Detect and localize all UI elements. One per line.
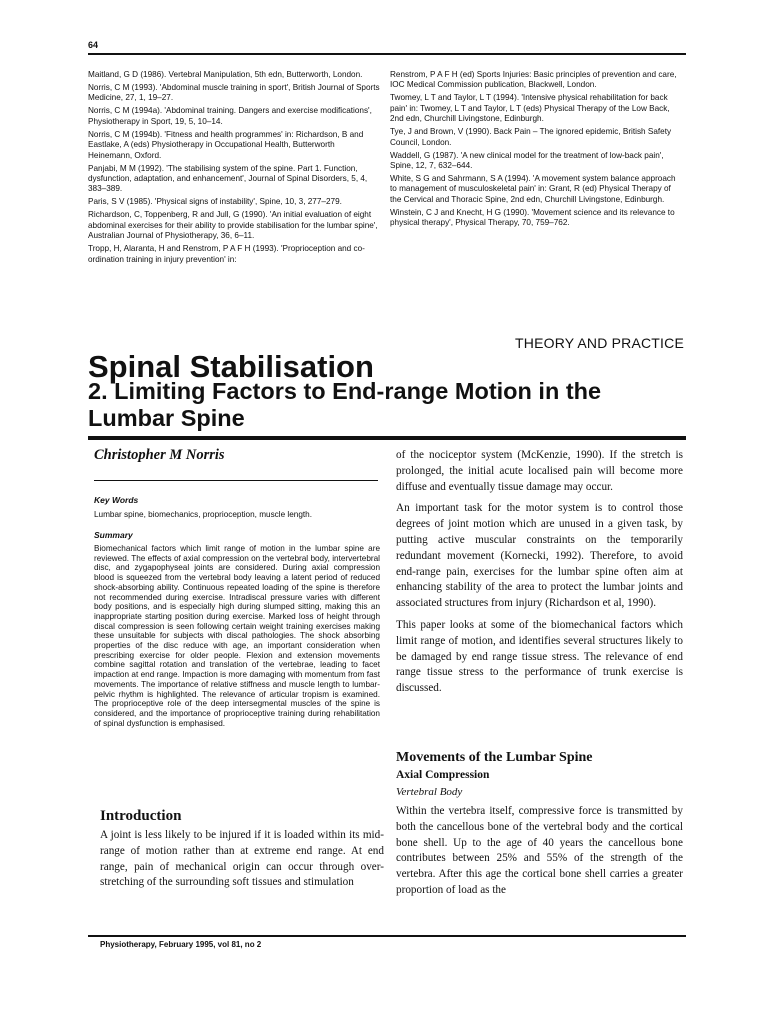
article-title: Spinal Stabilisation — [88, 349, 374, 384]
body-paragraph: An important task for the motor system is to control those degrees of joint motion which are unused in a given task, by putting active muscular constraints on the temporarily redundant movement (Kornecki, 1992). Therefore, to avoid end-range pain, exercises for the lumbar spine often aim at enhancing stability of the area to protect the lumbar joints and associated structures from injury (Richardson et al, 1990). — [396, 502, 683, 610]
reference-item: Norris, C M (1994b). 'Fitness and health programmes' in: Richardson, B and Eastlake, A (eds) Physiotherapy in Occupational Health, Butterworth Heinemann, Oxford. — [88, 129, 364, 160]
top-rule — [88, 53, 686, 55]
references-left-column — [88, 70, 380, 268]
references-right-column — [390, 70, 684, 231]
page-number: 64 — [88, 40, 99, 50]
author-rule — [94, 480, 378, 481]
reference-item: Paris, S V (1985). 'Physical signs of instability', Spine, 10, 3, 277–279. — [88, 197, 342, 207]
section-label: THEORY AND PRACTICE — [515, 335, 684, 351]
author-name: Christopher M Norris — [94, 447, 225, 463]
body-paragraph: This paper looks at some of the biomechanical factors which limit range of motion, and identifies several structures likely to be damaged by end range tissue stress. The relevance of end range tissue stress to the performance of trunk exercise is discussed. — [396, 618, 683, 695]
introduction-heading: Introduction — [100, 808, 182, 824]
bottom-rule — [88, 935, 686, 937]
reference-item: Richardson, C, Toppenberg, R and Jull, G (1990). 'An initial evaluation of eight abdominal exercises for their ability to provide stabilisation for the lumbar spine', Australian Journal of Physiotherapy, 36, 6–11. — [88, 210, 378, 241]
body-right-column — [396, 448, 683, 703]
body-paragraph: of the nociceptor system (McKenzie, 1990). If the stretch is prolonged, the initial acute localised pain will become more diffuse and eventually tissue damage may occur. — [396, 449, 683, 493]
journal-footer: Physiotherapy, February 1995, vol 81, no 2 — [100, 940, 262, 949]
reference-item: Panjabi, M M (1992). 'The stabilising system of the spine. Part 1. Function, dysfunction, adaptation, and enhancement', Journal of Spinal Disorders, 5, 4, 383–389. — [88, 163, 368, 194]
summary-text: Biomechanical factors which limit range of motion in the lumbar spine are reviewed. The effects of axial compression on the vertebral body, intervertebral disc, and zygapophyseal joints are considered. During axial compression blood is squeezed from the vertebral body leaving a latent period of reduced shock-absorbing ability. Continuous repeated loading of the spine is therefore not recommended during exercise. Intradiscal pressure varies with different body positions, and is especially high during slumped sitting, making this an inappropriate starting position during exercise. Marked loss of height through discal compression is seen following certain weight training exercises making these unsuitable for subjects with discal pathologies. The shock absorbing properties of the disc reduce with age, an important consideration when prescribing exercise for older people. Flexion and extension movements combine sagittal rotation and translation of the vertebrae, leading to facet impaction at end range. Impaction is more damaging with momentum from fast movements. The importance of relative stiffness and muscle length to lumbar-pelvic rhythm is highlighted. The relevance of articular tropism is examined. The proprioceptive role of the deep intersegmental muscles of the spine is considered, and the importance of proprioceptive training during rehabilitation of spinal dysfunction is emphasised. — [94, 544, 380, 728]
vertebral-body-heading: Vertebral Body — [396, 786, 463, 798]
keywords-text: Lumbar spine, biomechanics, proprioception, muscle length. — [94, 510, 312, 519]
movements-heading: Movements of the Lumbar Spine — [396, 750, 593, 765]
reference-item: Maitland, G D (1986). Vertebral Manipulation, 5th edn, Butterworth, London. — [88, 70, 363, 79]
reference-item: Norris, C M (1994a). 'Abdominal training. Dangers and exercise modifications', Physiotherapy in Sport, 19, 5, 10–14. — [88, 106, 372, 126]
summary-heading: Summary — [94, 530, 133, 540]
reference-item: White, S G and Sahrmann, S A (1994). 'A movement system balance approach to management of musculoskeletal pain' in: Grant, R (ed) Physical Therapy of the Cervical and Thoracic Spine, 2nd edn, Churchill Livingstone, Edinburgh. — [390, 174, 676, 204]
article-subtitle: 2. Limiting Factors to End-range Motion in the Lumbar Spine — [88, 378, 602, 431]
reference-item: Twomey, L T and Taylor, L T (1994). 'Intensive physical rehabilitation for back pain' in: Twomey, L T and Taylor, L T (eds) Physical Therapy of the Low Back, 2nd edn, Churchill Livingstone, Edinburgh. — [390, 93, 670, 124]
reference-item: Winstein, C J and Knecht, H G (1990). 'Movement science and its relevance to physical therapy', Physical Therapy, 70, 759–762. — [390, 207, 675, 228]
reference-item: Norris, C M (1993). 'Abdominal muscle training in sport', British Journal of Sports Medicine, 27, 1, 19–27. — [88, 83, 380, 103]
keywords-heading: Key Words — [94, 495, 139, 505]
reference-item: Tye, J and Brown, V (1990). Back Pain – The ignored epidemic, British Safety Council, London. — [390, 127, 672, 147]
reference-item: Renstrom, P A F H (ed) Sports Injuries: Basic principles of prevention and care, IOC Medical Commission publication, Blackwell, London. — [390, 70, 677, 90]
title-rule — [88, 436, 686, 440]
reference-item: Tropp, H, Alaranta, H and Renstrom, P A F H (1993). 'Proprioception and co-ordination training in injury prevention' in: — [88, 244, 365, 264]
axial-compression-heading: Axial Compression — [396, 769, 490, 781]
reference-item: Waddell, G (1987). 'A new clinical model for the treatment of low-back pain', Spine, 12, 7, 632–644. — [390, 150, 664, 171]
introduction-text: A joint is less likely to be injured if it is loaded within its mid-range of motion rather than at extreme end range. At end range, pain of mechanical origin can occur through over-stretching of the surrounding soft tissues and stimulation — [100, 829, 384, 889]
vertebral-body-text: Within the vertebra itself, compressive force is transmitted by both the cancellous bone of the vertebral body and the cortical bone shell. Up to the age of 40 years the cancellous bone contributes between 25% and 55% of the strength of the vertebra. After this age the cortical bone shell carries a greater proportion of load as the — [396, 805, 683, 896]
